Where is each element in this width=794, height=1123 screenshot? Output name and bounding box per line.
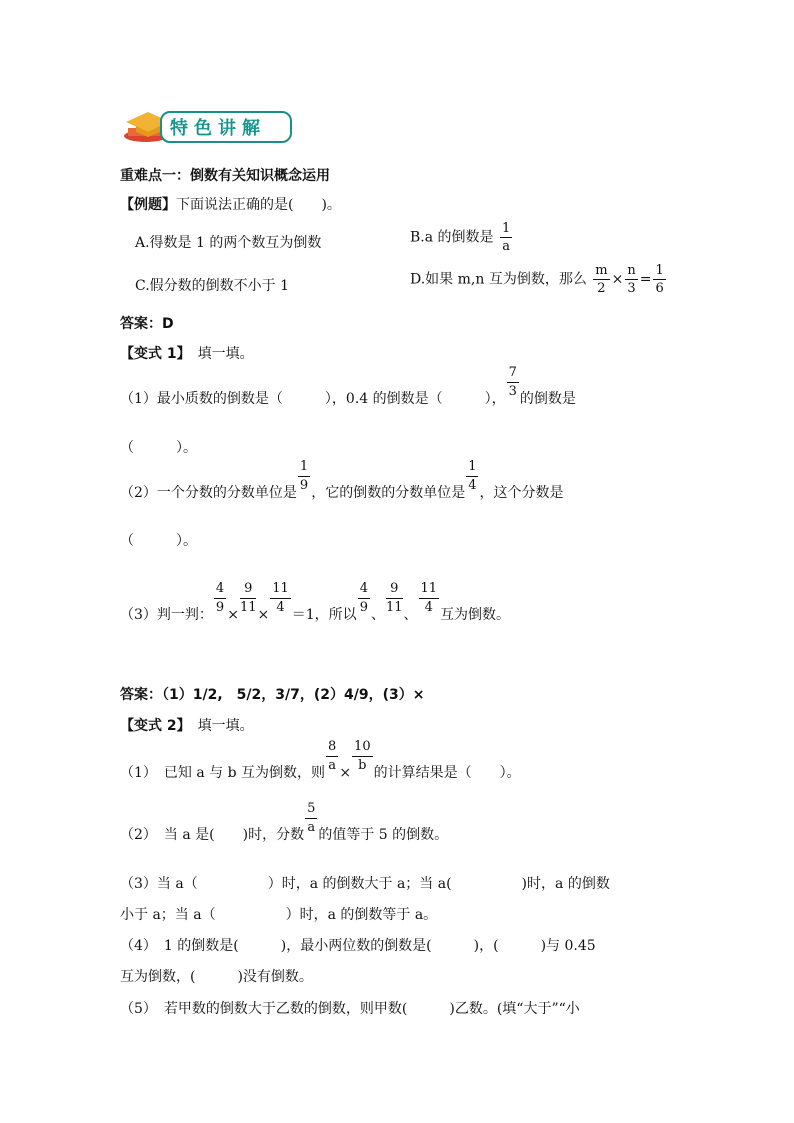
option-c: C.假分数的倒数不小于 1 [135,278,290,294]
variant1-q3: （3）判一判： $\frac{4}{9}$ × $\frac{9}{11}$ × $\frac{11}{4}$ ＝1，所以 $\frac{4}{9}$ 、 $\frac{9}{11}$ 、 $\frac{11}{4}$ 互为倒数。 [120,581,511,623]
variant1-q2: （2）一个分数的分数单位是 $\frac{1}{9}$ ，它的倒数的分数单位是 $\frac{1}{4}$ ，这个分数是 [120,459,564,501]
example-answer: 答案：D [120,316,174,332]
variant1-answer: 答案：（1）1/2, 5/2，3/7，(2）4/9，(3）× [120,687,425,703]
option-a: A.得数是 1 的两个数互为倒数 [135,235,322,251]
variant1-heading: 【变式 1】 填一填。 [120,346,254,362]
fraction: $\frac{1}{a}$ [502,221,511,254]
variant1-q1-cont: （ ）。 [120,440,197,456]
variant2-q2: （2） 当 a 是( )时，分数 $\frac{5}{a}$ 的值等于 5 的倒数。 [120,801,449,843]
example-prompt: 下面说法正确的是( )。 [176,197,341,213]
fraction: $\frac{9}{11}$ [239,581,257,615]
fraction: $\frac{7}{3}$ [508,365,517,399]
fraction: $\frac{m}{2}$ [595,263,608,296]
variant1-q2-cont: （ ）。 [120,533,197,549]
fraction: $\frac{4}{9}$ [359,581,368,615]
variant2-q5-line1: （5） 若甲数的倒数大于乙数的倒数，则甲数( )乙数。(填“大于”“小 [120,1001,580,1017]
fraction: $\frac{1}{4}$ [468,459,477,493]
fraction: $\frac{n}{3}$ [627,263,636,296]
fraction: $\frac{11}{4}$ [420,581,438,615]
variant2-heading: 【变式 2】 填一填。 [120,718,254,734]
variant2-q1: （1） 已知 a 与 b 互为倒数，则 $\frac{8}{a}$ × $\frac{10}{b}$ 的计算结果是（ ）。 [120,739,521,781]
variant2-q3-line1: （3）当 a（ ）时，a 的倒数大于 a；当 a( )时，a 的倒数 [120,876,610,892]
fraction: $\frac{8}{a}$ [328,739,337,773]
example-question [120,194,341,214]
fraction: $\frac{9}{11}$ [385,581,403,615]
variant2-q3-line2: 小于 a；当 a（ ）时，a 的倒数等于 a。 [120,907,438,923]
fraction: $\frac{10}{b}$ [354,739,371,773]
section-banner [120,106,292,144]
fraction: $\frac{1}{9}$ [299,459,309,493]
fraction: $\frac{11}{4}$ [272,581,289,615]
variant2-q4-line2: 互为倒数，( )没有倒数。 [120,969,313,985]
option-d: D.如果 m,n 互为倒数，那么 $\frac{m}{2}$ × $\frac{n}{3}$ = $\frac{1}{6}$ [410,263,664,296]
fraction: $\frac{1}{6}$ [655,263,664,296]
banner-title: 特色讲解 [170,118,266,139]
example-label: 【例题】 [120,197,176,213]
variant2-q4-line1: （4） 1 的倒数是( )，最小两位数的倒数是( )，( )与 0.45 [120,938,596,954]
fraction: $\frac{4}{9}$ [215,581,225,615]
variant1-q1: （1）最小质数的倒数是（ ），0.4 的倒数是（ ）， $\frac{7}{3}$ 的倒数是 [120,365,576,407]
section-heading: 重难点一：倒数有关知识概念运用 [120,168,330,184]
fraction: $\frac{5}{a}$ [307,801,316,835]
option-b: B.a 的倒数是 $\frac{1}{a}$ [410,221,511,254]
